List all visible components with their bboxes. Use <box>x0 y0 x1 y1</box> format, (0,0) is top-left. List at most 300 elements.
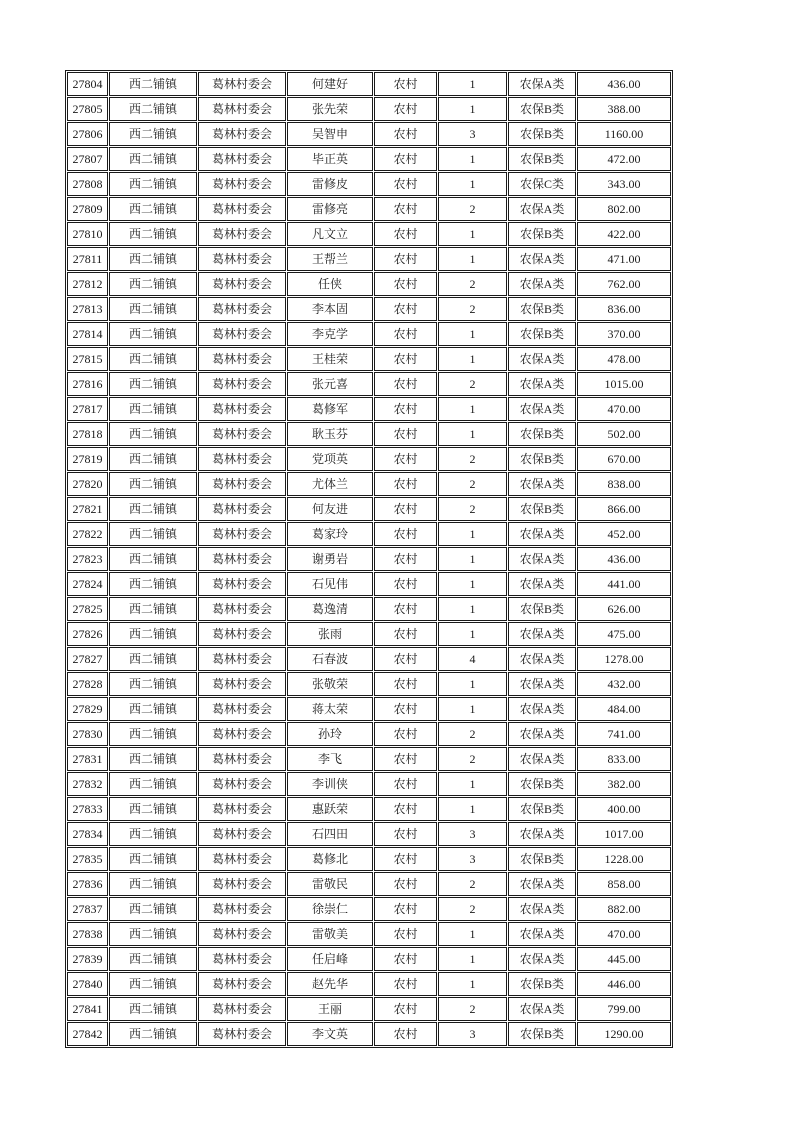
cell-town: 西二铺镇 <box>109 647 197 671</box>
cell-village-committee: 葛林村委会 <box>198 322 286 346</box>
table-row <box>67 847 671 871</box>
cell-amount: 478.00 <box>577 347 671 371</box>
cell-insurance-category: 农保B类 <box>508 497 576 521</box>
cell-residence-type: 农村 <box>374 647 437 671</box>
cell-village-committee: 葛林村委会 <box>198 347 286 371</box>
cell-residence-type: 农村 <box>374 797 437 821</box>
cell-serial-number: 27807 <box>67 147 108 171</box>
cell-residence-type: 农村 <box>374 697 437 721</box>
table-row <box>67 797 671 821</box>
cell-town: 西二铺镇 <box>109 922 197 946</box>
cell-person-count: 1 <box>438 522 507 546</box>
cell-insurance-category: 农保A类 <box>508 947 576 971</box>
cell-serial-number: 27815 <box>67 347 108 371</box>
cell-name: 吴智申 <box>287 122 373 146</box>
cell-residence-type: 农村 <box>374 447 437 471</box>
cell-person-count: 1 <box>438 322 507 346</box>
cell-name: 赵先华 <box>287 972 373 996</box>
cell-town: 西二铺镇 <box>109 472 197 496</box>
table-row <box>67 947 671 971</box>
cell-insurance-category: 农保B类 <box>508 972 576 996</box>
cell-village-committee: 葛林村委会 <box>198 1022 286 1046</box>
cell-insurance-category: 农保A类 <box>508 622 576 646</box>
cell-residence-type: 农村 <box>374 722 437 746</box>
cell-insurance-category: 农保B类 <box>508 122 576 146</box>
cell-name: 葛逸清 <box>287 597 373 621</box>
cell-town: 西二铺镇 <box>109 147 197 171</box>
cell-residence-type: 农村 <box>374 272 437 296</box>
cell-person-count: 1 <box>438 922 507 946</box>
cell-town: 西二铺镇 <box>109 797 197 821</box>
cell-name: 蒋太荣 <box>287 697 373 721</box>
table-row <box>67 222 671 246</box>
cell-residence-type: 农村 <box>374 197 437 221</box>
cell-person-count: 2 <box>438 472 507 496</box>
cell-person-count: 1 <box>438 222 507 246</box>
table-row <box>67 622 671 646</box>
cell-person-count: 2 <box>438 872 507 896</box>
table-row <box>67 122 671 146</box>
cell-insurance-category: 农保A类 <box>508 822 576 846</box>
cell-town: 西二铺镇 <box>109 347 197 371</box>
cell-serial-number: 27826 <box>67 622 108 646</box>
cell-name: 李文英 <box>287 1022 373 1046</box>
cell-town: 西二铺镇 <box>109 547 197 571</box>
cell-name: 张元喜 <box>287 372 373 396</box>
cell-name: 凡文立 <box>287 222 373 246</box>
cell-name: 何友进 <box>287 497 373 521</box>
cell-name: 李训侠 <box>287 772 373 796</box>
cell-insurance-category: 农保A类 <box>508 372 576 396</box>
cell-residence-type: 农村 <box>374 947 437 971</box>
table-row <box>67 272 671 296</box>
cell-insurance-category: 农保B类 <box>508 222 576 246</box>
cell-person-count: 1 <box>438 147 507 171</box>
cell-person-count: 2 <box>438 447 507 471</box>
cell-serial-number: 27814 <box>67 322 108 346</box>
cell-amount: 422.00 <box>577 222 671 246</box>
cell-town: 西二铺镇 <box>109 272 197 296</box>
cell-village-committee: 葛林村委会 <box>198 797 286 821</box>
cell-name: 石见伟 <box>287 572 373 596</box>
cell-residence-type: 农村 <box>374 772 437 796</box>
cell-serial-number: 27831 <box>67 747 108 771</box>
cell-serial-number: 27829 <box>67 697 108 721</box>
cell-serial-number: 27808 <box>67 172 108 196</box>
cell-name: 张雨 <box>287 622 373 646</box>
cell-person-count: 3 <box>438 1022 507 1046</box>
cell-residence-type: 农村 <box>374 522 437 546</box>
cell-town: 西二铺镇 <box>109 522 197 546</box>
cell-residence-type: 农村 <box>374 247 437 271</box>
table-row <box>67 397 671 421</box>
cell-insurance-category: 农保A类 <box>508 472 576 496</box>
cell-town: 西二铺镇 <box>109 397 197 421</box>
cell-village-committee: 葛林村委会 <box>198 172 286 196</box>
cell-residence-type: 农村 <box>374 347 437 371</box>
table-row <box>67 447 671 471</box>
cell-name: 雷修亮 <box>287 197 373 221</box>
cell-town: 西二铺镇 <box>109 222 197 246</box>
cell-serial-number: 27822 <box>67 522 108 546</box>
cell-amount: 1278.00 <box>577 647 671 671</box>
cell-insurance-category: 农保A类 <box>508 647 576 671</box>
cell-amount: 471.00 <box>577 247 671 271</box>
cell-name: 耿玉芬 <box>287 422 373 446</box>
cell-amount: 370.00 <box>577 322 671 346</box>
table-row <box>67 297 671 321</box>
cell-town: 西二铺镇 <box>109 1022 197 1046</box>
cell-village-committee: 葛林村委会 <box>198 247 286 271</box>
cell-town: 西二铺镇 <box>109 97 197 121</box>
cell-town: 西二铺镇 <box>109 997 197 1021</box>
cell-name: 孙玲 <box>287 722 373 746</box>
cell-amount: 452.00 <box>577 522 671 546</box>
cell-insurance-category: 农保A类 <box>508 522 576 546</box>
cell-town: 西二铺镇 <box>109 772 197 796</box>
cell-serial-number: 27830 <box>67 722 108 746</box>
cell-residence-type: 农村 <box>374 372 437 396</box>
table-row <box>67 722 671 746</box>
cell-town: 西二铺镇 <box>109 247 197 271</box>
cell-town: 西二铺镇 <box>109 372 197 396</box>
cell-town: 西二铺镇 <box>109 197 197 221</box>
cell-person-count: 2 <box>438 747 507 771</box>
cell-amount: 400.00 <box>577 797 671 821</box>
cell-village-committee: 葛林村委会 <box>198 222 286 246</box>
table-row <box>67 547 671 571</box>
table-row <box>67 772 671 796</box>
cell-town: 西二铺镇 <box>109 972 197 996</box>
cell-amount: 475.00 <box>577 622 671 646</box>
cell-village-committee: 葛林村委会 <box>198 772 286 796</box>
cell-person-count: 1 <box>438 97 507 121</box>
cell-town: 西二铺镇 <box>109 122 197 146</box>
cell-residence-type: 农村 <box>374 322 437 346</box>
cell-town: 西二铺镇 <box>109 72 197 96</box>
cell-insurance-category: 农保B类 <box>508 447 576 471</box>
cell-town: 西二铺镇 <box>109 322 197 346</box>
table-row <box>67 572 671 596</box>
cell-name: 雷敬美 <box>287 922 373 946</box>
cell-amount: 470.00 <box>577 397 671 421</box>
table-row <box>67 422 671 446</box>
cell-insurance-category: 农保A类 <box>508 897 576 921</box>
cell-town: 西二铺镇 <box>109 572 197 596</box>
cell-amount: 626.00 <box>577 597 671 621</box>
cell-insurance-category: 农保B类 <box>508 147 576 171</box>
cell-name: 王帮兰 <box>287 247 373 271</box>
cell-amount: 1228.00 <box>577 847 671 871</box>
cell-town: 西二铺镇 <box>109 672 197 696</box>
cell-amount: 882.00 <box>577 897 671 921</box>
cell-residence-type: 农村 <box>374 872 437 896</box>
cell-insurance-category: 农保A类 <box>508 272 576 296</box>
cell-amount: 472.00 <box>577 147 671 171</box>
cell-insurance-category: 农保B类 <box>508 97 576 121</box>
cell-amount: 833.00 <box>577 747 671 771</box>
cell-serial-number: 27812 <box>67 272 108 296</box>
cell-village-committee: 葛林村委会 <box>198 447 286 471</box>
table-body <box>67 72 671 1046</box>
cell-amount: 436.00 <box>577 72 671 96</box>
cell-person-count: 2 <box>438 297 507 321</box>
cell-amount: 441.00 <box>577 572 671 596</box>
cell-name: 王丽 <box>287 997 373 1021</box>
table-row <box>67 997 671 1021</box>
cell-village-committee: 葛林村委会 <box>198 822 286 846</box>
cell-residence-type: 农村 <box>374 297 437 321</box>
cell-amount: 1160.00 <box>577 122 671 146</box>
cell-residence-type: 农村 <box>374 972 437 996</box>
cell-residence-type: 农村 <box>374 922 437 946</box>
cell-insurance-category: 农保A类 <box>508 72 576 96</box>
table-row <box>67 72 671 96</box>
cell-name: 李本固 <box>287 297 373 321</box>
cell-amount: 1017.00 <box>577 822 671 846</box>
cell-village-committee: 葛林村委会 <box>198 972 286 996</box>
cell-serial-number: 27810 <box>67 222 108 246</box>
cell-village-committee: 葛林村委会 <box>198 522 286 546</box>
cell-serial-number: 27838 <box>67 922 108 946</box>
cell-name: 石春波 <box>287 647 373 671</box>
cell-person-count: 2 <box>438 997 507 1021</box>
cell-insurance-category: 农保B类 <box>508 597 576 621</box>
cell-name: 葛修北 <box>287 847 373 871</box>
cell-serial-number: 27821 <box>67 497 108 521</box>
cell-insurance-category: 农保A类 <box>508 697 576 721</box>
table-row <box>67 897 671 921</box>
cell-person-count: 1 <box>438 72 507 96</box>
cell-village-committee: 葛林村委会 <box>198 122 286 146</box>
cell-village-committee: 葛林村委会 <box>198 672 286 696</box>
cell-amount: 1015.00 <box>577 372 671 396</box>
cell-name: 石四田 <box>287 822 373 846</box>
cell-amount: 1290.00 <box>577 1022 671 1046</box>
cell-residence-type: 农村 <box>374 122 437 146</box>
cell-village-committee: 葛林村委会 <box>198 547 286 571</box>
cell-village-committee: 葛林村委会 <box>198 997 286 1021</box>
cell-residence-type: 农村 <box>374 897 437 921</box>
cell-insurance-category: 农保A类 <box>508 397 576 421</box>
cell-name: 毕正英 <box>287 147 373 171</box>
cell-name: 任启峰 <box>287 947 373 971</box>
cell-person-count: 1 <box>438 572 507 596</box>
cell-village-committee: 葛林村委会 <box>198 272 286 296</box>
cell-person-count: 1 <box>438 622 507 646</box>
table-row <box>67 197 671 221</box>
cell-person-count: 2 <box>438 272 507 296</box>
cell-person-count: 1 <box>438 772 507 796</box>
cell-person-count: 2 <box>438 497 507 521</box>
table-row <box>67 972 671 996</box>
cell-amount: 343.00 <box>577 172 671 196</box>
cell-residence-type: 农村 <box>374 672 437 696</box>
table-row <box>67 97 671 121</box>
cell-amount: 670.00 <box>577 447 671 471</box>
table-row <box>67 372 671 396</box>
cell-amount: 802.00 <box>577 197 671 221</box>
cell-village-committee: 葛林村委会 <box>198 497 286 521</box>
cell-town: 西二铺镇 <box>109 947 197 971</box>
cell-town: 西二铺镇 <box>109 697 197 721</box>
cell-name: 雷敬民 <box>287 872 373 896</box>
cell-amount: 502.00 <box>577 422 671 446</box>
cell-amount: 432.00 <box>577 672 671 696</box>
cell-person-count: 1 <box>438 797 507 821</box>
table-row <box>67 697 671 721</box>
cell-insurance-category: 农保B类 <box>508 422 576 446</box>
cell-village-committee: 葛林村委会 <box>198 622 286 646</box>
cell-serial-number: 27837 <box>67 897 108 921</box>
cell-name: 葛修军 <box>287 397 373 421</box>
cell-village-committee: 葛林村委会 <box>198 572 286 596</box>
cell-insurance-category: 农保A类 <box>508 547 576 571</box>
cell-amount: 799.00 <box>577 997 671 1021</box>
cell-village-committee: 葛林村委会 <box>198 872 286 896</box>
table-row <box>67 322 671 346</box>
cell-town: 西二铺镇 <box>109 172 197 196</box>
cell-residence-type: 农村 <box>374 622 437 646</box>
cell-name: 任侠 <box>287 272 373 296</box>
cell-name: 王桂荣 <box>287 347 373 371</box>
cell-amount: 838.00 <box>577 472 671 496</box>
cell-insurance-category: 农保C类 <box>508 172 576 196</box>
cell-village-committee: 葛林村委会 <box>198 422 286 446</box>
cell-town: 西二铺镇 <box>109 447 197 471</box>
cell-amount: 762.00 <box>577 272 671 296</box>
cell-serial-number: 27823 <box>67 547 108 571</box>
cell-name: 张敬荣 <box>287 672 373 696</box>
cell-person-count: 2 <box>438 722 507 746</box>
cell-residence-type: 农村 <box>374 497 437 521</box>
cell-residence-type: 农村 <box>374 747 437 771</box>
cell-insurance-category: 农保B类 <box>508 772 576 796</box>
cell-serial-number: 27816 <box>67 372 108 396</box>
table-row <box>67 147 671 171</box>
cell-town: 西二铺镇 <box>109 297 197 321</box>
cell-residence-type: 农村 <box>374 822 437 846</box>
table-row <box>67 522 671 546</box>
cell-insurance-category: 农保B类 <box>508 1022 576 1046</box>
cell-amount: 470.00 <box>577 922 671 946</box>
cell-town: 西二铺镇 <box>109 747 197 771</box>
cell-village-committee: 葛林村委会 <box>198 97 286 121</box>
cell-residence-type: 农村 <box>374 97 437 121</box>
cell-serial-number: 27813 <box>67 297 108 321</box>
cell-person-count: 1 <box>438 547 507 571</box>
cell-serial-number: 27835 <box>67 847 108 871</box>
cell-insurance-category: 农保A类 <box>508 197 576 221</box>
cell-name: 惠跃荣 <box>287 797 373 821</box>
cell-person-count: 1 <box>438 247 507 271</box>
cell-person-count: 2 <box>438 197 507 221</box>
cell-person-count: 2 <box>438 372 507 396</box>
cell-village-committee: 葛林村委会 <box>198 922 286 946</box>
cell-serial-number: 27804 <box>67 72 108 96</box>
cell-insurance-category: 农保A类 <box>508 572 576 596</box>
cell-insurance-category: 农保B类 <box>508 797 576 821</box>
cell-residence-type: 农村 <box>374 422 437 446</box>
table-row <box>67 1022 671 1046</box>
cell-amount: 484.00 <box>577 697 671 721</box>
cell-serial-number: 27839 <box>67 947 108 971</box>
cell-person-count: 1 <box>438 972 507 996</box>
cell-amount: 446.00 <box>577 972 671 996</box>
cell-name: 张先荣 <box>287 97 373 121</box>
cell-insurance-category: 农保A类 <box>508 922 576 946</box>
table-row <box>67 672 671 696</box>
cell-serial-number: 27805 <box>67 97 108 121</box>
cell-village-committee: 葛林村委会 <box>198 147 286 171</box>
cell-insurance-category: 农保A类 <box>508 722 576 746</box>
cell-amount: 741.00 <box>577 722 671 746</box>
cell-person-count: 1 <box>438 697 507 721</box>
cell-village-committee: 葛林村委会 <box>198 897 286 921</box>
cell-serial-number: 27827 <box>67 647 108 671</box>
cell-serial-number: 27820 <box>67 472 108 496</box>
cell-residence-type: 农村 <box>374 222 437 246</box>
cell-name: 雷修皮 <box>287 172 373 196</box>
cell-village-committee: 葛林村委会 <box>198 297 286 321</box>
cell-residence-type: 农村 <box>374 397 437 421</box>
cell-town: 西二铺镇 <box>109 722 197 746</box>
table-row <box>67 922 671 946</box>
cell-village-committee: 葛林村委会 <box>198 847 286 871</box>
cell-village-committee: 葛林村委会 <box>198 647 286 671</box>
cell-serial-number: 27806 <box>67 122 108 146</box>
table-row <box>67 872 671 896</box>
cell-village-committee: 葛林村委会 <box>198 597 286 621</box>
table-row <box>67 597 671 621</box>
table-row <box>67 472 671 496</box>
pension-payment-table <box>65 70 673 1048</box>
cell-insurance-category: 农保A类 <box>508 872 576 896</box>
cell-name: 葛家玲 <box>287 522 373 546</box>
cell-amount: 388.00 <box>577 97 671 121</box>
cell-residence-type: 农村 <box>374 172 437 196</box>
cell-serial-number: 27818 <box>67 422 108 446</box>
cell-person-count: 1 <box>438 397 507 421</box>
cell-village-committee: 葛林村委会 <box>198 197 286 221</box>
cell-village-committee: 葛林村委会 <box>198 747 286 771</box>
cell-residence-type: 农村 <box>374 572 437 596</box>
cell-amount: 382.00 <box>577 772 671 796</box>
cell-serial-number: 27811 <box>67 247 108 271</box>
cell-person-count: 4 <box>438 647 507 671</box>
cell-serial-number: 27841 <box>67 997 108 1021</box>
cell-serial-number: 27842 <box>67 1022 108 1046</box>
cell-person-count: 3 <box>438 122 507 146</box>
cell-serial-number: 27836 <box>67 872 108 896</box>
cell-name: 徐崇仁 <box>287 897 373 921</box>
cell-town: 西二铺镇 <box>109 897 197 921</box>
cell-town: 西二铺镇 <box>109 597 197 621</box>
cell-amount: 866.00 <box>577 497 671 521</box>
cell-name: 党项英 <box>287 447 373 471</box>
cell-village-committee: 葛林村委会 <box>198 472 286 496</box>
cell-insurance-category: 农保A类 <box>508 997 576 1021</box>
cell-serial-number: 27809 <box>67 197 108 221</box>
cell-person-count: 2 <box>438 897 507 921</box>
cell-village-committee: 葛林村委会 <box>198 722 286 746</box>
table-row <box>67 172 671 196</box>
cell-person-count: 1 <box>438 597 507 621</box>
cell-insurance-category: 农保A类 <box>508 347 576 371</box>
cell-serial-number: 27828 <box>67 672 108 696</box>
table-row <box>67 822 671 846</box>
table-row <box>67 497 671 521</box>
